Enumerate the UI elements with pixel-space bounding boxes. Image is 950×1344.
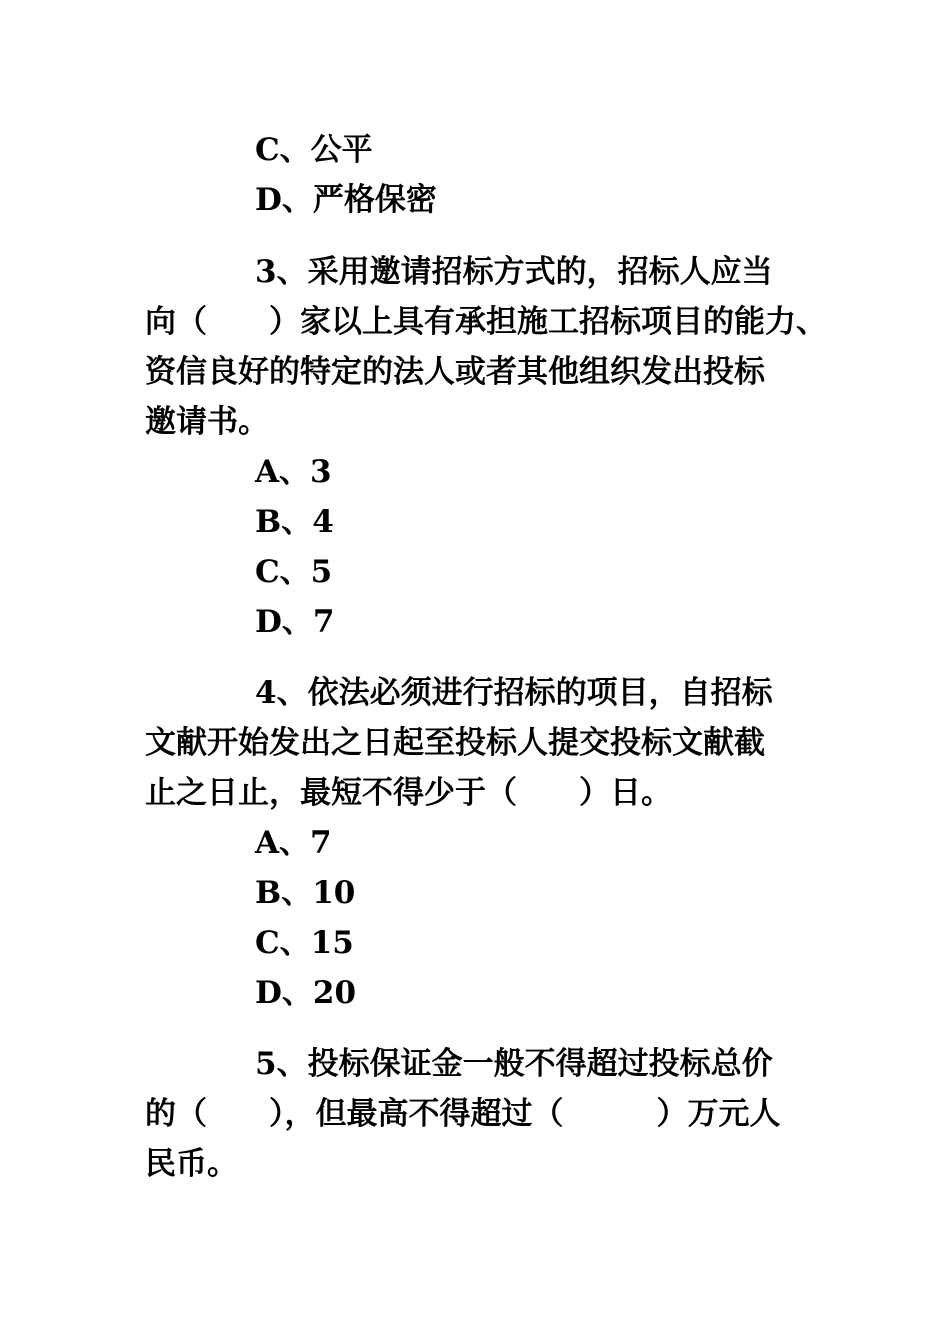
q2-option-c: C、公平 [255,132,373,168]
q4-text-line-3: 止之日止，最短不得少于（ ）日。 [145,775,672,811]
q3-text-line-4: 邀请书。 [145,404,269,440]
q2-option-d: D、严格保密 [255,182,437,218]
q4-option-c: C、15 [255,925,354,961]
q3-option-b: B、4 [255,504,334,540]
q3-text-line-2: 向（ ）家以上具有承担施工招标项目的能力、 [145,304,827,340]
q3-option-d: D、7 [255,604,335,640]
q5-text-line-1: 5、投标保证金一般不得超过投标总价 [255,1046,773,1082]
q5-text-line-2: 的（ ），但最高不得超过（ ）万元人 [145,1096,781,1132]
q4-option-b: B、10 [255,875,356,911]
q4-option-d: D、20 [255,975,357,1011]
q3-option-c: C、5 [255,554,333,590]
q3-text-line-1: 3、采用邀请招标方式的，招标人应当 [255,254,773,290]
q5-text-line-3: 民币。 [145,1146,238,1182]
q4-text-line-2: 文献开始发出之日起至投标人提交投标文献截 [145,725,765,761]
q3-text-line-3: 资信良好的特定的法人或者其他组织发出投标 [145,354,765,390]
q4-text-line-1: 4、依法必须进行招标的项目，自招标 [255,675,773,711]
q3-option-a: A、3 [255,454,332,490]
q4-option-a: A、7 [255,825,332,861]
